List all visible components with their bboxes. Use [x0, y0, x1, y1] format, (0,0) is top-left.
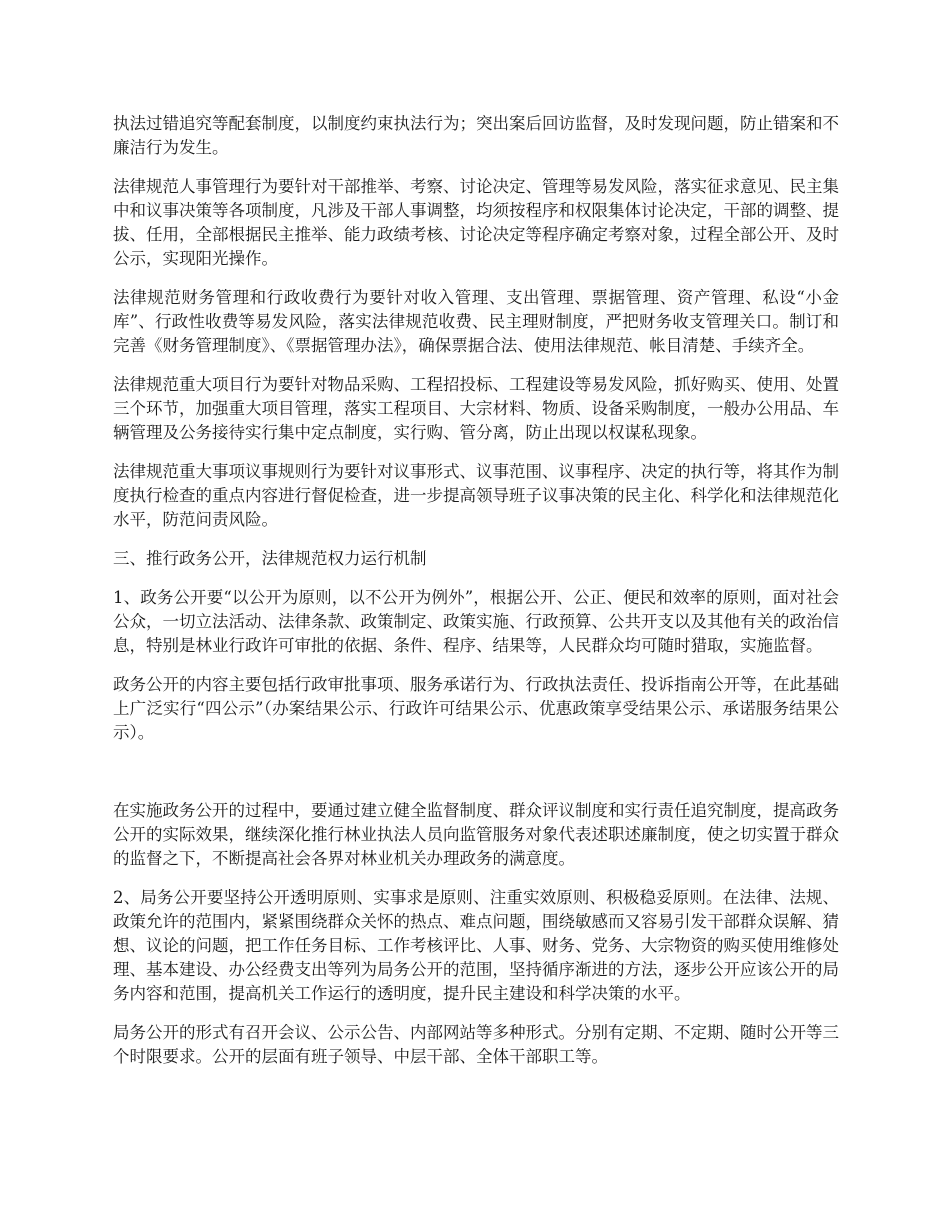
- paragraph-bureau-openness-forms: 局务公开的形式有召开会议、公示公告、内部网站等多种形式。分别有定期、不定期、随时公开等三个时限要求。公开的层面有班子领导、中层干部、全体干部职工等。: [113, 1023, 839, 1066]
- paragraph-personnel-management: 法律规范人事管理行为要针对干部推举、考察、讨论决定、管理等易发风险，落实征求意见、民主集中和议事决策等各项制度，凡涉及干部人事调整，均须按程序和权限集体讨论决定，干部的调整、提拔、任用，全部根据民主推举、能力政绩考核、讨论决定等程序确定考察对象，过程全部公开、及时公示，实现阳光操作。: [113, 177, 839, 268]
- paragraph-financial-management: 法律规范财务管理和行政收费行为要针对收入管理、支出管理、票据管理、资产管理、私设“小金库”、行政性收费等易发风险，落实法律规范收费、民主理财制度，严把财务收支管理关口。制订和完善《财务管理制度》、《票据管理办法》，确保票据合法、使用法律规范、帐目清楚、手续齐全。: [113, 288, 839, 355]
- section-heading-government-openness: 三、推行政务公开，法律规范权力运行机制: [113, 549, 427, 568]
- paragraph-government-openness-principle: 1、政务公开要“以公开为原则，以不公开为例外”，根据公开、公正、便民和效率的原则，面对社会公众，一切立法活动、法律条款、政策制定、政策实施、行政预算、公共开支以及其他有关的政治信息，特别是林业行政许可审批的依据、条件、程序、结果等，人民群众均可随时猎取，实施监督。: [113, 588, 839, 655]
- paragraph-major-projects: 法律规范重大项目行为要针对物品采购、工程招投标、工程建设等易发风险，抓好购买、使用、处置三个环节，加强重大项目管理，落实工程项目、大宗材料、物质、设备采购制度，一般办公用品、车辆管理及公务接待实行集中定点制度，实行购、管分离，防止出现以权谋私现象。: [113, 375, 839, 442]
- document-body: [113, 112, 839, 1084]
- paragraph-openness-implementation: 在实施政务公开的过程中，要通过建立健全监督制度、群众评议制度和实行责任追究制度，提高政务公开的实际效果，继续深化推行林业执法人员向监管服务对象代表述职述廉制度，使之切实置于群众的监督之下，不断提高社会各界对林业机关办理政务的满意度。: [113, 801, 839, 868]
- paragraph-enforcement-accountability: 执法过错追究等配套制度，以制度约束执法行为；突出案后回访监督，及时发现问题，防止错案和不廉洁行为发生。: [113, 114, 839, 157]
- paragraph-bureau-openness-principles: 2、局务公开要坚持公开透明原则、实事求是原则、注重实效原则、积极稳妥原则。在法律、法规、政策允许的范围内，紧紧围绕群众关怀的热点、难点问题，围绕敏感而又容易引发干部群众误解、猜想、议论的问题，把工作任务目标、工作考核评比、人事、财务、党务、大宗物资的购买使用维修处理、基本建设、办公经费支出等列为局务公开的范围，坚持循序渐进的方法，逐步公开应该公开的局务内容和范围，提高机关工作运行的透明度，提升民主建设和科学决策的水平。: [113, 888, 839, 1003]
- paragraph-openness-content: 政务公开的内容主要包括行政审批事项、服务承诺行为、行政执法责任、投诉指南公开等，在此基础上广泛实行“四公示”（办案结果公示、行政许可结果公示、优惠政策享受结果公示、承诺服务结果公示）。: [113, 675, 839, 742]
- paragraph-major-matters-rules: 法律规范重大事项议事规则行为要针对议事形式、议事范围、议事程序、决定的执行等，将其作为制度执行检查的重点内容进行督促检查，进一步提高领导班子议事决策的民主化、科学化和法律规范化水平，防范问责风险。: [113, 462, 839, 529]
